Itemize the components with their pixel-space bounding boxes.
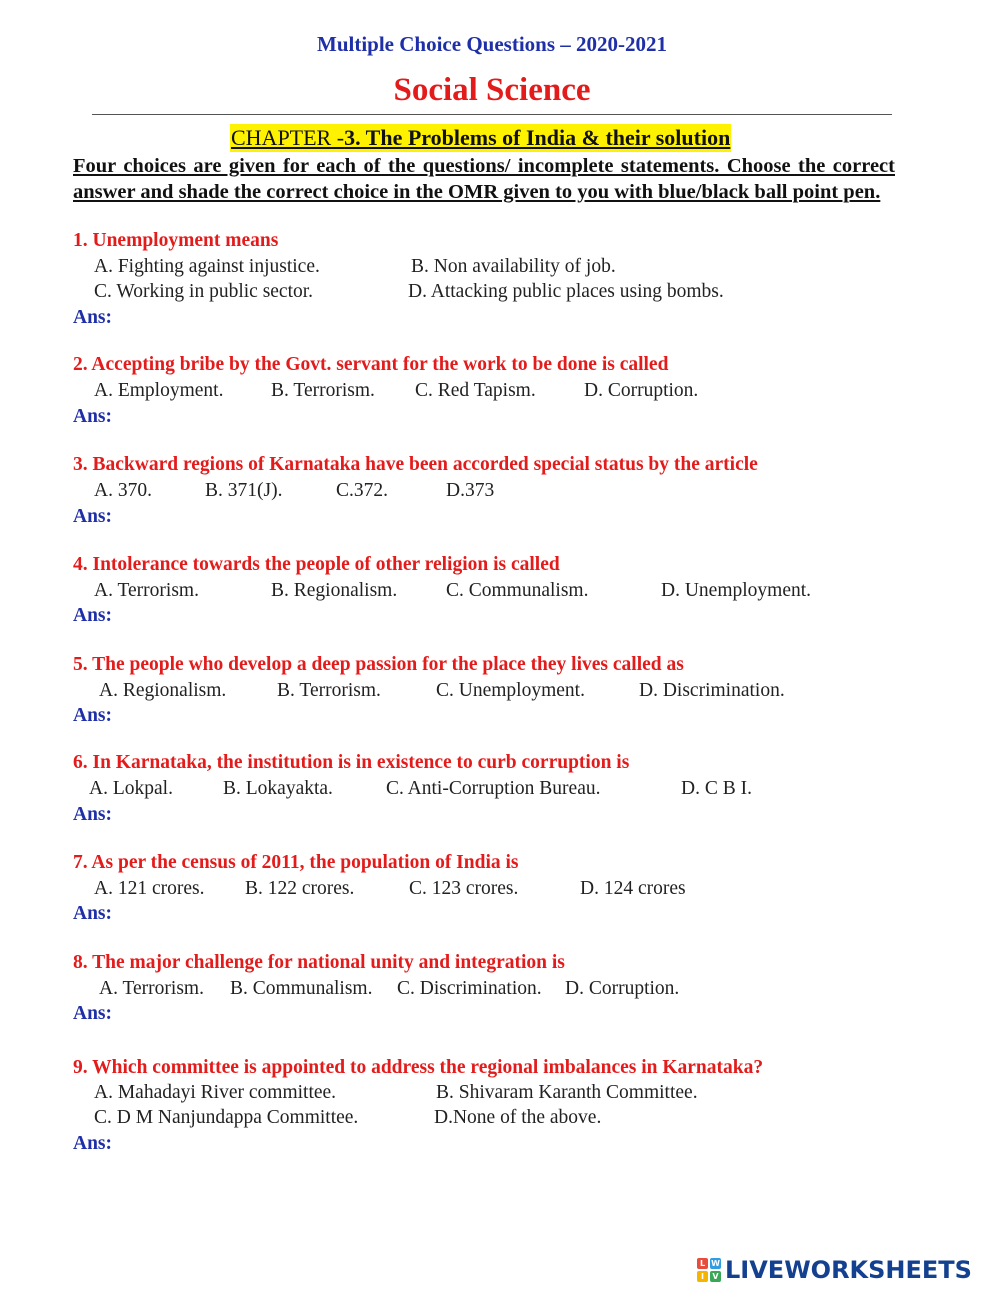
logo-tile-v: V xyxy=(710,1271,721,1282)
q6-option-d[interactable]: D. C B I. xyxy=(681,778,752,799)
chapter-title: 3. The Problems of India & their solution xyxy=(344,125,731,150)
q4-option-d[interactable]: D. Unemployment. xyxy=(661,580,812,601)
q3-answer-label: Ans: xyxy=(73,506,113,527)
q3-option-d[interactable]: D.373 xyxy=(446,480,495,501)
q1-option-d[interactable]: D. Attacking public places using bombs. xyxy=(408,281,724,302)
q7-option-c[interactable]: C. 123 crores. xyxy=(409,878,519,899)
q2-option-d[interactable]: D. Corruption. xyxy=(584,380,699,401)
q9-option-d[interactable]: D.None of the above. xyxy=(434,1107,602,1128)
q6-answer-label: Ans: xyxy=(73,804,113,825)
q7-option-d[interactable]: D. 124 crores xyxy=(580,878,686,899)
q8-option-c[interactable]: C. Discrimination. xyxy=(397,978,542,999)
q5-option-d[interactable]: D. Discrimination. xyxy=(639,680,785,701)
q9-option-b[interactable]: B. Shivaram Karanth Committee. xyxy=(436,1082,698,1103)
q5-option-c[interactable]: C. Unemployment. xyxy=(436,680,585,701)
instructions: Four choices are given for each of the questions/ incomplete statements. Choose the correct answer and shade the correct choice in the OMR given to you with blue/black ball point pen. xyxy=(73,155,895,203)
q8-option-b[interactable]: B. Communalism. xyxy=(230,978,373,999)
q8-option-d[interactable]: D. Corruption. xyxy=(565,978,680,999)
liveworksheets-logo xyxy=(697,1255,972,1285)
q4-option-c[interactable]: C. Communalism. xyxy=(446,580,589,601)
q9-option-c[interactable]: C. D M Nanjundappa Committee. xyxy=(94,1107,359,1128)
question-9: 9. Which committee is appointed to address the regional imbalances in Karnataka? xyxy=(73,1057,764,1078)
q9-option-a[interactable]: A. Mahadayi River committee. xyxy=(94,1082,337,1103)
q6-option-a[interactable]: A. Lokpal. xyxy=(89,778,173,799)
question-3: 3. Backward regions of Karnataka have been accorded special status by the article xyxy=(73,454,758,475)
logo-tile-i: I xyxy=(697,1271,708,1282)
logo-tile-w: W xyxy=(711,1259,720,1268)
logo-tile-l: L xyxy=(697,1258,708,1269)
subject-title: Social Science xyxy=(393,72,591,108)
q6-option-b[interactable]: B. Lokayakta. xyxy=(223,778,333,799)
q7-answer-label: Ans: xyxy=(73,903,113,924)
q1-option-b[interactable]: B. Non availability of job. xyxy=(411,256,616,277)
chapter-prefix: CHAPTER - xyxy=(231,125,345,150)
q1-option-a[interactable]: A. Fighting against injustice. xyxy=(94,256,320,277)
q3-option-a[interactable]: A. 370. xyxy=(94,480,152,501)
q5-option-b[interactable]: B. Terrorism. xyxy=(277,680,381,701)
question-6: 6. In Karnataka, the institution is in existence to curb corruption is xyxy=(73,752,630,773)
question-7: 7. As per the census of 2011, the population of India is xyxy=(73,852,519,873)
liveworksheets-logo-icon xyxy=(697,1258,721,1282)
header-divider xyxy=(92,114,892,115)
question-4: 4. Intolerance towards the people of other religion is called xyxy=(73,554,560,575)
q2-option-a[interactable]: A. Employment. xyxy=(94,380,224,401)
liveworksheets-logo-text: LIVEWORKSHEETS xyxy=(725,1256,972,1284)
q8-option-a[interactable]: A. Terrorism. xyxy=(99,978,204,999)
q9-answer-label: Ans: xyxy=(73,1133,113,1154)
question-1: 1. Unemployment means xyxy=(73,230,279,251)
q3-option-b[interactable]: B. 371(J). xyxy=(205,480,283,501)
q6-option-c[interactable]: C. Anti-Corruption Bureau. xyxy=(386,778,601,799)
question-2: 2. Accepting bribe by the Govt. servant for the work to be done is called xyxy=(73,354,669,375)
q1-option-c[interactable]: C. Working in public sector. xyxy=(94,281,314,302)
q7-option-b[interactable]: B. 122 crores. xyxy=(245,878,355,899)
q3-option-c[interactable]: C.372. xyxy=(336,480,389,501)
q4-option-b[interactable]: B. Regionalism. xyxy=(271,580,398,601)
q1-answer-label: Ans: xyxy=(73,307,113,328)
chapter-heading xyxy=(230,124,731,152)
q8-answer-label: Ans: xyxy=(73,1003,113,1024)
q2-answer-label: Ans: xyxy=(73,406,113,427)
document-header-title: Multiple Choice Questions – 2020-2021 xyxy=(317,32,667,56)
q5-option-a[interactable]: A. Regionalism. xyxy=(99,680,227,701)
q2-option-b[interactable]: B. Terrorism. xyxy=(271,380,375,401)
q7-option-a[interactable]: A. 121 crores. xyxy=(94,878,205,899)
q5-answer-label: Ans: xyxy=(73,705,113,726)
q4-answer-label: Ans: xyxy=(73,605,113,626)
question-5: 5. The people who develop a deep passion for the place they lives called as xyxy=(73,654,684,675)
question-8: 8. The major challenge for national unity and integration is xyxy=(73,952,565,973)
q4-option-a[interactable]: A. Terrorism. xyxy=(94,580,199,601)
q2-option-c[interactable]: C. Red Tapism. xyxy=(415,380,536,401)
